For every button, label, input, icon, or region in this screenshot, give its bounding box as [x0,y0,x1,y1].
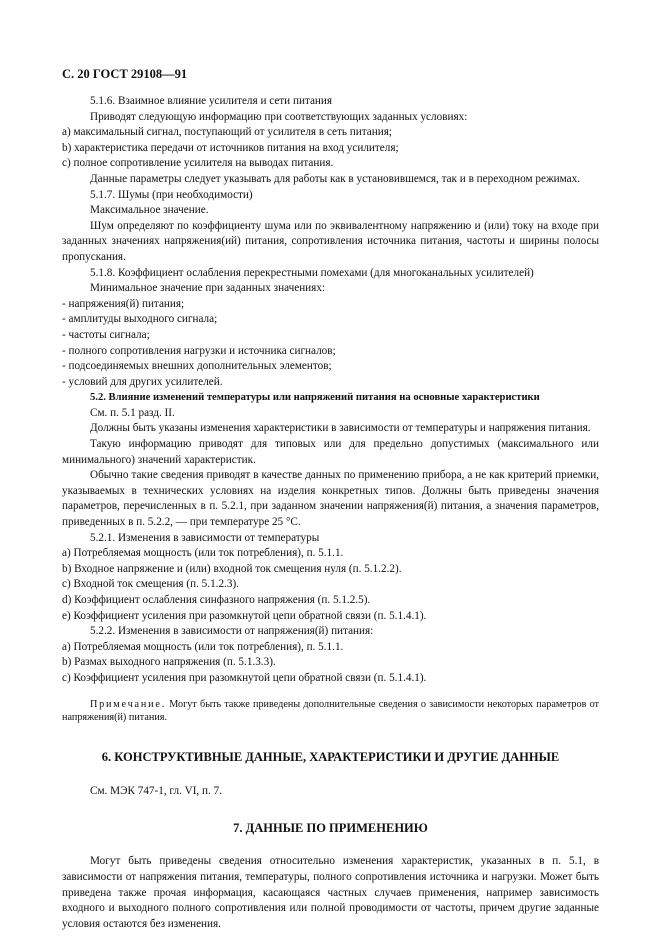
clause-5-1-6-item-b: b) характеристика передачи от источников питания на вход усилителя; [62,141,399,154]
clause-5-1-6-item-c: с) полное сопротивление усилителя на выводах питания. [62,157,334,170]
clause-5-2-1-item-a: а) Потребляемая мощность (или ток потребления), п. 5.1.1. [62,547,344,560]
clause-5-2-1-title: 5.2.1. Изменения в зависимости от температуры [90,531,320,544]
clause-5-1-8-list-item: - напряжения(й) питания; [62,297,185,310]
clause-5-1-7-title: 5.1.7. Шумы (при необходимости) [90,188,253,201]
clause-5-2-1-item-e: е) Коэффициент усиления при разомкнутой цепи обратной связи (п. 5.1.4.1). [62,609,427,622]
clause-5-1-7-text: Шум определяют по коэффициенту шума или по эквивалентному напряжению и (или) току на входе при заданных значениях напряжения(ий) питания, сопротивления источника питания, частоты и ширины полосы пропускания. [62,219,599,263]
clause-5-1-7-max: Максимальное значение. [90,204,209,217]
clause-5-1-8-title: 5.1.8. Коэффициент ослабления перекрестными помехами (для многоканальных усилителей) [90,266,534,279]
clause-5-2-2-item-b: b) Размах выходного напряжения (п. 5.1.3.3). [62,656,276,669]
clause-5-1-8-list-item: - условий для других усилителей. [62,375,223,388]
clause-5-1-8-list-item: - частоты сигнала; [62,328,150,341]
clause-5-1-6-note: Данные параметры следует указывать для работы как в установившемся, так и в переходном режимах. [90,172,581,185]
clause-5-2-text-2: Такую информацию приводят для типовых или для предельно допустимых (максимального или минимального) значений характеристик. [62,438,599,466]
clause-5-2-1-item-b: b) Входное напряжение и (или) входной ток смещения нуля (п. 5.1.2.2). [62,562,402,575]
document-body [62,94,599,932]
clause-5-2-2-item-c: с) Коэффициент усиления при разомкнутой цепи обратной связи (п. 5.1.4.1). [62,671,427,684]
note-text: Могут быть также приведены дополнительные сведения о зависимости некоторых параметров от напряжения(й) питания. [62,698,599,724]
clause-5-2-2-item-a: а) Потребляемая мощность (или ток потребления), п. 5.1.1. [62,640,344,653]
section-6-text: См. МЭК 747-1, гл. VI, п. 7. [90,785,222,798]
page-header: С. 20 ГОСТ 29108—91 [62,67,188,81]
clause-5-2-1-item-d: d) Коэффициент ослабления синфазного напряжения (п. 5.1.2.5). [62,594,371,606]
clause-5-2-text-1: Должны быть указаны изменения характеристики в зависимости от температуры и напряжения питания. [90,422,591,435]
note-paragraph [62,698,599,725]
section-7-text: Могут быть приведены сведения относительно изменения характеристик, указанных в п. 5.1, в зависимости от напряжения питания, температуры, полного сопротивления источника и нагрузки. Может быть приведена также прочая информация, касающаяся частных случаев применения, например зависимость входного и выходного полного сопротивления или полной проводимости от частоты, причем другие заданные условия остаются без изменения. [62,855,599,930]
clause-5-2-2-title: 5.2.2. Изменения в зависимости от напряжения(й) питания: [90,625,374,638]
clause-5-1-8-list-item: - амплитуды выходного сигнала; [62,313,218,326]
clause-5-2-ref: См. п. 5.1 разд. II. [90,406,175,419]
clause-5-1-6-item-a: а) максимальный сигнал, поступающий от усилителя в сеть питания; [62,126,392,139]
clause-5-2-text-3: Обычно такие сведения приводят в качестве данных по применению прибора, а не как критерий приемки, указываемых в технических условиях на изделия конкретных типов. Должны быть приведены значения параметров, перечисленных в п. 5.2.1, при заданном значении напряжения(й) питания, а значения параметров, приведенных в п. 5.2.2, — при температуре 25 °С. [62,469,599,529]
section-6-title: 6. КОНСТРУКТИВНЫЕ ДАННЫЕ, ХАРАКТЕРИСТИКИ И ДРУГИЕ ДАННЫЕ [101,749,560,764]
clause-5-2-1-item-c: с) Входной ток смещения (п. 5.1.2.3). [62,578,239,591]
note-label: Примечание. [90,698,167,710]
clause-5-1-6-title: 5.1.6. Взаимное влияние усилителя и сети питания [90,95,333,107]
clause-5-1-8-list-item: - полного сопротивления нагрузки и источника сигналов; [62,344,336,357]
clause-5-2-title: 5.2. Влияние изменений температуры или напряжений питания на основные характеристики [90,392,540,404]
clause-5-1-6-intro: Приводят следующую информацию при соответствующих заданных условиях: [90,110,468,123]
clause-5-1-8-intro: Минимальное значение при заданных значениях: [90,282,326,295]
section-7-title: 7. ДАННЫЕ ПО ПРИМЕНЕНИЮ [233,820,428,835]
clause-5-1-8-list-item: - подсоединяемых внешних дополнительных элементов; [62,360,332,373]
